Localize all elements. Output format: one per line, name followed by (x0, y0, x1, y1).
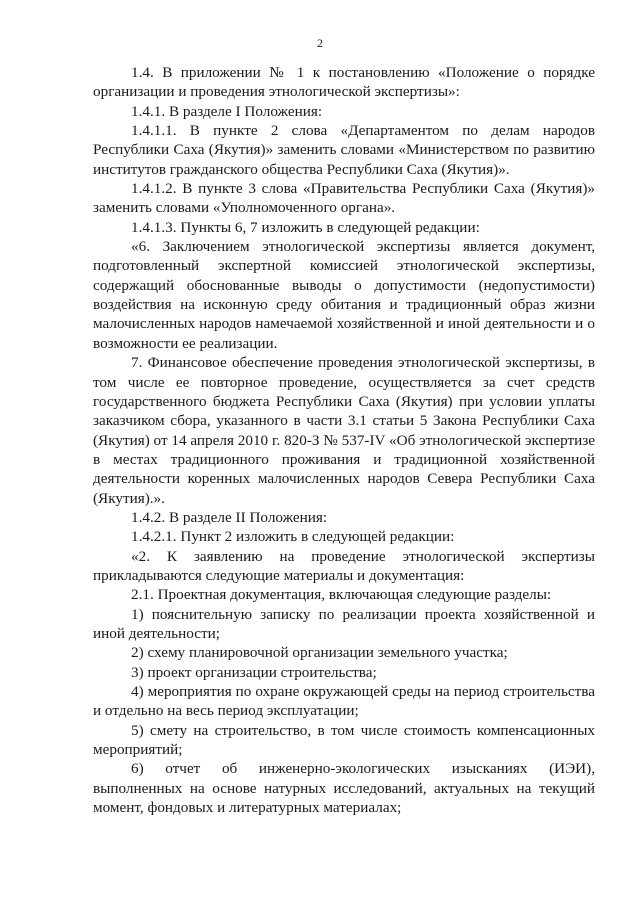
paragraph-item-7: 7. Финансовое обеспечение проведения этнологической экспертизы, в том числе ее повторное проведение, осуществляется за счет средств государственного бюджета Республики Саха (Якутия) при условии уплаты заказчиком сбора, указанного в части 3.1 статьи 5 Закона Республики Саха (Якутия) от 14 апреля 2010 г. 820-З № 537-IV «Об этнологической экспертизе в местах традиционного проживания и традиционной хозяйственной деятельности коренных малочисленных народов Севера Республики Саха (Якутия).». (93, 354, 595, 507)
paragraph-1-4-1-2: 1.4.1.2. В пункте 3 слова «Правительства Республики Саха (Якутия)» заменить словами «Уполномоченного органа». (93, 180, 595, 217)
list-item-5: 5) смету на строительство, в том числе стоимость компенсационных мероприятий; (93, 721, 595, 759)
list-item-6: 6) отчет об инженерно-экологических изысканиях (ИЭИ), выполненных на основе натурных исследований, актуальных на текущий момент, фондовых и литературных материалах; (93, 760, 595, 817)
paragraph-1-4-2-1: 1.4.2.1. Пункт 2 изложить в следующей редакции: (131, 528, 455, 546)
list-item-2: 2) схему планировочной организации земельного участка; (131, 644, 508, 662)
paragraph-1-4-1: 1.4.1. В разделе I Положения: (131, 102, 323, 120)
paragraph-item-2-1: 2.1. Проектная документация, включающая следующие разделы: (131, 586, 552, 604)
paragraph-1-4-1-1: 1.4.1.1. В пункте 2 слова «Департаментом по делам народов Республики Саха (Якутия)» заменить словами «Министерством по развитию институтов гражданского общества Республики Саха (Якутия)». (93, 122, 595, 178)
paragraph-1-4-2: 1.4.2. В разделе II Положения: (131, 508, 328, 526)
page-number: 2 (317, 36, 323, 50)
paragraph-1-4-1-3: 1.4.1.3. Пункты 6, 7 изложить в следующей редакции: (131, 218, 480, 236)
document-body (93, 63, 595, 817)
paragraph-item-6: «6. Заключением этнологической экспертизы является документ, подготовленный экспертной комиссией этнологической экспертизы, содержащий обоснованные выводы о допустимости (недопустимости) воздействия на исконную среду обитания и традиционный образ жизни малочисленных народов намечаемой хозяйственной и иной деятельности и о возможности ее реализации. (93, 238, 595, 352)
list-item-4: 4) мероприятия по охране окружающей среды на период строительства и отдельно на весь период эксплуатации; (93, 683, 595, 720)
paragraph-item-2: «2. К заявлению на проведение этнологической экспертизы прикладываются следующие материалы и документация: (93, 547, 595, 584)
list-item-3: 3) проект организации строительства; (131, 663, 377, 681)
list-item-1: 1) пояснительную записку по реализации проекта хозяйственной и иной деятельности; (93, 605, 595, 642)
paragraph-1-4: 1.4. В приложении № 1 к постановлению «Положение о порядке организации и проведения этнологической экспертизы»: (93, 64, 595, 101)
